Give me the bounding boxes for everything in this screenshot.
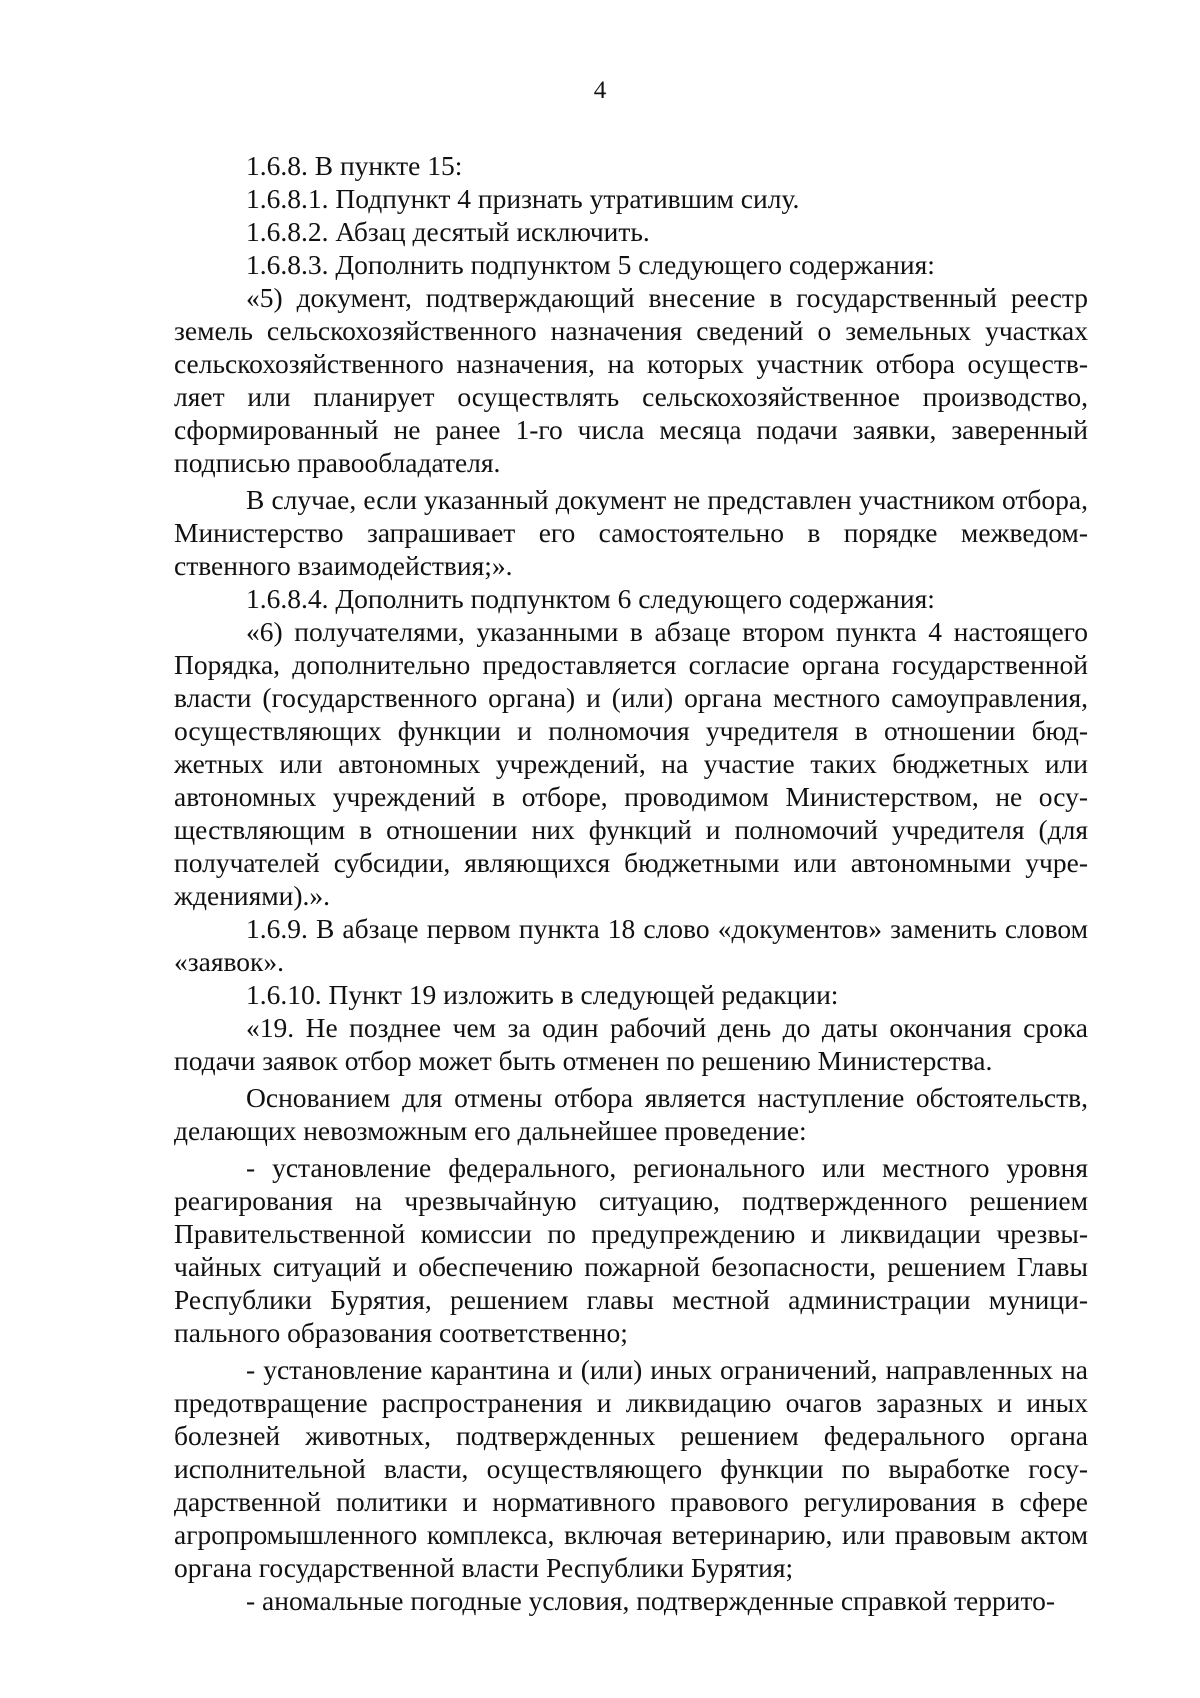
paragraph-1-6-8-2: 1.6.8.2. Абзац десятый исключить. <box>246 216 650 247</box>
page-number: 4 <box>593 77 607 104</box>
paragraph-1-6-8: 1.6.8. В пункте 15: <box>246 150 463 181</box>
paragraph-1-6-8-4: 1.6.8.4. Дополнить подпунктом 6 следующего содержания: <box>246 583 935 614</box>
document-body <box>174 149 1088 1617</box>
paragraph-if-not-submitted: В случае, если указанный документ не представлен участником отбора, Министерство запрашивает его самостоятельно в порядке межведомственного взаимодействия;». <box>174 484 1088 581</box>
list-item-quarantine: - установление карантина и (или) иных ограничений, направленных на предотвращение распространения и ликвидацию очагов заразных и иных болезней животных, подтвержденных решением федерального органа исполнительной власти, осуществляющего функции по выработке государственной политики и нормативного правового регулирования в сфере агропромышленного комплекса, включая ветеринарию, или правовым актом органа государственной власти Республики Бурятия; <box>174 1354 1088 1583</box>
paragraph-1-6-8-1: 1.6.8.1. Подпункт 4 признать утратившим силу. <box>246 183 800 214</box>
paragraph-1-6-10: 1.6.10. Пункт 19 изложить в следующей редакции: <box>246 979 839 1010</box>
list-item-weather-conditions: - аномальные погодные условия, подтвержденные справкой террито- <box>246 1585 1056 1616</box>
paragraph-item-19: «19. Не позднее чем за один рабочий день до даты окончания срока подачи заявок отбор может быть отменен по решению Министерства. <box>174 1012 1088 1076</box>
list-item-emergency-response: - установление федерального, регионального или местного уровня реагирования на чрезвычайную ситуацию, подтвержденного решением Правительственной комиссии по предупреждению и ликвидации чрезвычайных ситуаций и обеспечению пожарной безопасности, решением Главы Республики Бурятия, решением главы местной администрации муниципального образования соответственно; <box>174 1152 1088 1348</box>
paragraph-1-6-9: 1.6.9. В абзаце первом пункта 18 слово «документов» заменить словом «заявок». <box>174 913 1088 977</box>
paragraph-1-6-8-3: 1.6.8.3. Дополнить подпунктом 5 следующего содержания: <box>246 249 935 280</box>
paragraph-grounds-for-cancellation: Основанием для отмены отбора является наступление обстоятельств, делающих невозможным его дальнейшее проведение: <box>174 1082 1088 1146</box>
paragraph-subitem-5: «5) документ, подтверждающий внесение в государственный реестр земель сельскохозяйственного назначения сведений о земельных участках сельскохозяйственного назначения, на которых участник отбора осуществляет или планирует осуществлять сельскохозяйственное производство, сформированный не ранее 1-го числа месяца подачи заявки, заверенный подписью правообладателя. <box>174 282 1088 478</box>
paragraph-subitem-6: «6) получателями, указанными в абзаце втором пункта 4 настоящего Порядка, дополнительно предоставляется согласие органа государственной власти (государственного органа) и (или) органа местного самоуправления, осуществляющих функции и полномочия учредителя в отношении бюджетных или автономных учреждений, на участие таких бюджетных или автономных учреждений в отборе, проводимом Министерством, не осуществляющим в отношении них функций и полномочий учредителя (для получателей субсидии, являющихся бюджетными или автономными учреждениями).». <box>174 616 1088 911</box>
